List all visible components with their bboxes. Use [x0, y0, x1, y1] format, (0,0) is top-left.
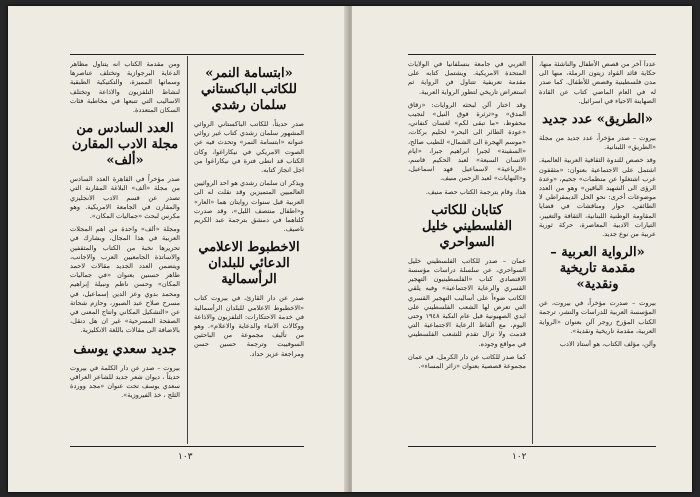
article-heading: الاخطبوط الاعلامي الدعائي للبلدان الرأسمالية [198, 240, 300, 288]
page-number: ١٠٣ [178, 452, 193, 462]
magazine-spread [8, 6, 692, 492]
left-page [8, 6, 348, 492]
bottom-rule [408, 446, 656, 447]
column-divider [532, 56, 533, 444]
top-rule [70, 54, 304, 55]
column-divider [187, 56, 188, 444]
article-heading: «الطريق» عدد جديد [542, 112, 653, 128]
left-page-left-column [70, 60, 180, 444]
article-heading: العدد السادس من مجلة الادب المقارن «ألف» [71, 121, 179, 169]
page-number: ١٠٢ [512, 452, 527, 462]
article-paragraph: بيروت – صدرت مؤخراً، في بيروت، عن المؤسسة العربية للدراسات والنشر، ترجمة الكتاب المؤرخ روجر آلن بعنوان «الرواية العربية، مقدمة تاريخية ونقدية». [539, 299, 656, 335]
left-page-right-column [194, 60, 304, 444]
right-page [352, 6, 692, 492]
article-paragraph: كما صدر للكاتب عن دار الكرمل، في عمان مجموعة قصصية بعنوان «زائر المساء». [408, 352, 526, 371]
article-paragraph: ويذكر ان سلمان رشدي هو احد الروائيين العالميين المتميزين وقد نقلت له الى العربية قبل سنوات روايتان هما «العار» و«اطفال منتصف الليل»، وقد صدرت كلتاهما في دمشق بترجمة عبد الكريم ناصيف. [194, 179, 304, 234]
article-paragraph: صدر مؤخراً في القاهرة العدد السادس من مجلة «ألف» البلاغة المقارنة التي تصدر عن قسم الادب الانجليزي والمقارن في الجامعة الامريكية. وهو مكرس لبحث «جماليات المكان». [70, 175, 180, 221]
article-paragraph: وقد خصص للندوة الثقافية العربية العالمية. اشتمل على الاجتماعية بعنوان: «مثقفون عرب اشتغلوا عن منظمات» جحيم، «وعدة الرؤى الى الشهيد الباقين» وهو من العدد موضوعات أخرى: نحو الحل الديمقراطي لا الطائفي، حوار ومناقشات في قضايا المقاومة الوطنية اللبنانية، الثقافة والتغيير، التيارات الادبية المعاصرة، حركة ثورية عربية من نوع جديد. [539, 156, 656, 239]
article-paragraph: عدداً آخر من قصص الأطفال والناشئة منها، حكاية قائد القواد زيتون الرملة، منها الى مدن فلسطينية وقصص للأطفال. كما صدر له في العام الماضي كتاب عن القادة الصهاينة الاحياء في اسرائيل. [539, 60, 656, 105]
article-paragraph: عمان – صدر للكاتب الفلسطيني خليل السواحري، عن سلسلة دراسات مؤسسة الاقتصادي كتاب «الفلسطينيون التهجير القسري والرعاية الاجتماعية» وفيه يلقي الكاتب ضوءاً على أساليب التهجير القسري التي تعرض لها الشعب الفلسطيني على ايدي الصهيونية قبل عام النكبة ١٩٤٨ وحتى اليوم، مع ألفاظ الرعاية الاجتماعية التي قدمت ولا تزال تقدم للشعب الفلسطيني في مواقع وجوده. [408, 256, 526, 348]
article-paragraph: صدر عن دار القارئ، في بيروت كتاب «الاخطبوط الاعلامي للبلدان الرأسمالية في خدمة الاحتكارات: التلفزيون والاذاعة ووكالات الانباء والدعاية والاعلام». وهو من تأليف مجموعة من الباحثين السوفييت وترجمة حسين حسن ومراجعة عزيز حداد. [194, 294, 304, 358]
article-paragraph: بيروت – صدر عن دار الكلمة في بيروت حديثاً ، ديوان شعر جديد للشاعر العراقي سعدي يوسف تحت عنوان «مجد ووردة الثلج ، خذ الفيروزية». [70, 363, 180, 400]
article-paragraph: ومن مقدمة الكتاب انه يتناول مظاهر الدعاية البرجوازية وتختلف عناصرها وسماتها المميزة، والتكتيكية الطبقية لنشاط التلفزيون والاذاعة وتختلف الاساليب التي تتبعها في مخاطبة فئات السكان المتعددة. [70, 60, 180, 115]
right-page-right-column [539, 60, 656, 444]
article-paragraph: العربي في جامعة بنسلفانيا في الولايات المتحدة الامريكية. ويشتمل كتابه على مقدمة تعريفية تتناول فن الرواية ثم استعراض تاريخي لتطور الرواية العربية. [408, 60, 526, 96]
article-paragraph: ومجلة «ألف» واحدة من اهم المجلات العربية في هذا المجال، ويشارك في تحريرها نخبة من الكتاب والمثقفين والاساتذة الجامعيين العرب والاجانب، ويتضمن العدد الجديد مقالات لاحمد طاهر حسنين بعنوان «في جماليات المكان» وحسن ناظم ونبيلة إبراهيم ومحمد بدوي وعز الدين إسماعيل، في مسرح صلاح عبد الصبور، وحازم شحاتة عن «التشكيل المكاني وانتاج المعنى في الصفحة المسرحية» غير ان هل دنقل، بالاضافة الى مقالات باللغة الانكليزية. [70, 225, 180, 335]
article-heading: جديد سعدي يوسف [73, 341, 177, 357]
article-paragraph: صدر حديثاً، للكاتب الباكستاني الروائي المشهور سلمان رشدي كتاب غير روائي عنوانه «ابتسامة النمر» وتحدث فيه عن الصوت الامريكي في نيكاراغوا، وكان الكتاب قد انطى فترة في نيكاراغوا من اجل انجاز كتابه. [194, 120, 304, 175]
article-heading: «ابتسامة النمر» للكاتب الباكستاني سلمان رشدي [201, 66, 297, 113]
article-paragraph: وقد اختار آلن لبحثه الروايات: «زقاق المدق» و«ثرثرة فوق النيل» لنجيب محفوظ، «ما تبقى لكم» لغسان كنفاني، «عودة الطائر الى البحر» لحليم بركات، «موسم الهجرة الى الشمال» للطيب صالح، «السفينة» لجبرا ابراهيم جبرا، «ايام الانسان السبعة» لعبد الحكيم قاسم، «الرباعية» لاسماعيل فهد اسماعيل، و«النهايات» لعبد الرحمن منيف. [408, 100, 526, 183]
article-heading: «الرواية العربية – مقدمة تاريخية ونقدية» [550, 245, 645, 293]
article-paragraph: هذا، وقام بترجمة الكتاب حصة منيف. [425, 187, 526, 196]
right-page-left-column [408, 60, 526, 444]
article-heading: كتابان للكاتب الفلسطيني خليل السواحري [421, 202, 513, 250]
article-paragraph: بيروت – صدر مؤخراً، عدد جديد من مجلة «الطريق» اللبنانية. [539, 134, 656, 152]
article-paragraph: وآلن، مؤلف الكتاب، هو أستاذ الادب [559, 340, 656, 349]
bottom-rule [70, 446, 304, 447]
top-rule [408, 54, 656, 55]
